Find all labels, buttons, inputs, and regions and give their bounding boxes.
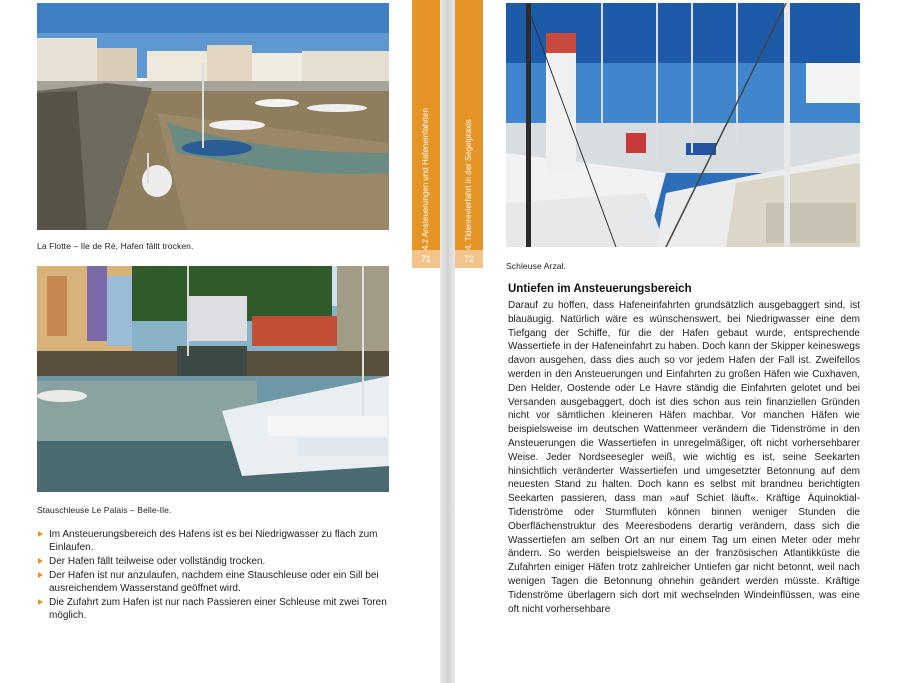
left-page [0, 0, 440, 683]
bullet-triangle-icon [38, 558, 43, 564]
caption-schleuse-arzal: Schleuse Arzal. [506, 261, 567, 271]
photo-la-flotte-harbour [37, 3, 389, 230]
list-item: Der Hafen fällt teilweise oder vollständig trocken. [38, 555, 393, 568]
tab-section-title: 4.2 Ansteuerungen und Hafeneinfahrten [421, 108, 430, 250]
book-gutter [440, 0, 455, 683]
caption-le-palais: Stauschleuse Le Palais – Belle-Ile. [37, 505, 172, 515]
bullet-triangle-icon [38, 599, 43, 605]
bullet-triangle-icon [38, 531, 43, 537]
tab-section-title: 4. Tidenrevierfahrt in der Segelpraxis [464, 119, 473, 250]
page-number: 72 [455, 250, 483, 268]
list-item: Die Zufahrt zum Hafen ist nur nach Passieren einer Schleuse mit zwei Toren möglich. [38, 596, 393, 622]
photo-le-palais-lock [37, 266, 389, 492]
section-tab-71 [412, 0, 440, 268]
bullet-list [38, 528, 393, 622]
list-item: Im Ansteuerungsbereich des Hafens ist es bei Niedrigwasser zu flach zum Einlaufen. [38, 528, 393, 554]
caption-la-flotte: La Flotte – Ile de Ré, Hafen fällt trocken. [37, 241, 194, 251]
body-paragraph: Darauf zu hoffen, dass Hafeneinfahrten grundsätzlich ausgebaggert sind, ist blauäugig. Natürlich wäre es wünschenswert, bei Niedrigwasser eine dem Tiefgang der Schiffe, für die der Hafen gebaut wurde, entsprechende Wassertiefe in der Hafeneinfahrt zu haben. Doch kann der Skipper keineswegs davon ausgehen, dass dies auch so vor jedem Hafen der Fall ist. Zweifellos werden in den Ansteuerungen und Einfahrten zu großen Häfen wie Cuxhaven, Den Helder, Oostende oder Le Havre ständig die Einfahrten gelotet und bei Versanden ausgebaggert, doch ist dies schon aus rein finanziellen Gründen nicht vor sämtlichen kleineren Häfen machbar. Vor manchen Häfen wie beispielsweise im deutschen Wattenmeer verändern die Tidenströme in den Ansteuerungen die Wassertiefen in unregelmäßiger, oft nicht vorhersehbarer Weise. Jeder Nordseesegler weiß, wie wichtig es ist, seine Seekarten hinsichtlich veränderter Wassertiefen und umgesetzter Betonnung auf dem neuesten Stand zu halten. Doch kann es selbst mit brandneu berichtigten Seekarten passieren, dass man »auf Schiet läuft«. Kräftige Äquinoktial-Tidenströme oder Sturmfluten können binnen weniger Stunden die Oberflächenstruktur des Meeresbodens derartig verändern, dass sich die Wassertiefen am selben Ort an nur einem Tag um einen Meter oder mehr ändern. So werden beispielsweise an der französischen Atlantikküste die Zufahrten einiger Häfen trotz zahlreicher Untiefen gar nicht betonnt, weil nach wenigen Tagen die Betonnung ohnehin geändert werden müsste. Kräftige Tidenströme überlagern sich dort mit wechselnden Windeinflüssen, was eine oft nicht vorhersehbare [508, 300, 860, 615]
page-number: 71 [412, 250, 440, 268]
list-item: Der Hafen ist nur anzulaufen, nachdem eine Stauschleuse oder ein Sill bei ausreichendem Wasserstand geöffnet wird. [38, 569, 393, 595]
section-tab-72 [455, 0, 483, 268]
photo-schleuse-arzal [506, 3, 860, 247]
bullet-triangle-icon [38, 572, 43, 578]
section-heading: Untiefen im Ansteuerungsbereich [508, 283, 692, 295]
